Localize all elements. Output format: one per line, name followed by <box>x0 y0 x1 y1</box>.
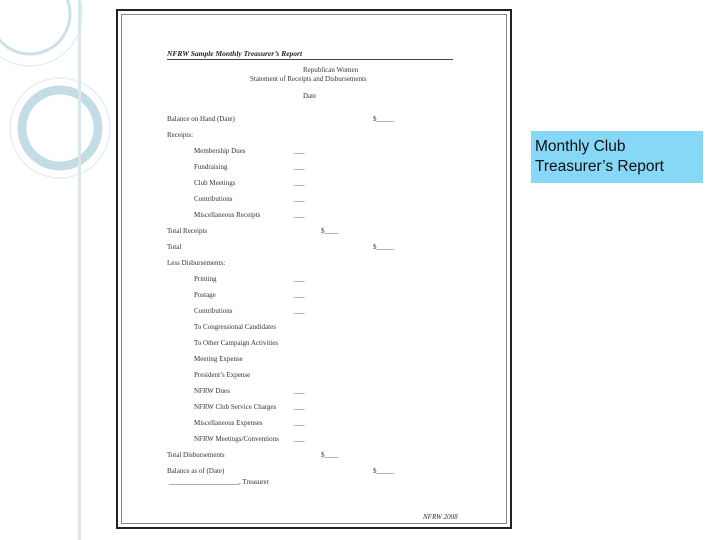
disbursement-item: Miscellaneous Expenses <box>194 419 263 427</box>
receipt-item-blank: ___ <box>294 211 305 219</box>
document-frame <box>116 9 512 529</box>
document-title: NFRW Sample Monthly Treasurer’s Report <box>167 49 303 58</box>
disbursement-item: Postage <box>194 291 216 299</box>
disbursement-item-blank: ___ <box>294 435 305 443</box>
disbursement-item-blank: ___ <box>294 291 305 299</box>
balance-on-hand-label: Balance on Hand (Date) <box>167 115 235 123</box>
disbursement-item: To Congressional Candidates <box>194 323 276 331</box>
disbursement-item: Contributions <box>194 307 233 315</box>
balance-as-of-blank: $_____ <box>373 467 394 475</box>
disbursement-item: President’s Expense <box>194 371 251 379</box>
disbursement-item: NFRW Dues <box>194 387 230 395</box>
report-rows <box>118 11 510 527</box>
total-disbursements-blank: $____ <box>321 451 339 459</box>
receipt-item: Fundraising <box>194 163 228 171</box>
vertical-accent-line <box>78 0 81 540</box>
disbursement-item-blank: ___ <box>294 307 305 315</box>
disbursement-item-blank: ___ <box>294 403 305 411</box>
receipt-item-blank: ___ <box>294 147 305 155</box>
disbursement-item: Meeting Expense <box>194 355 243 363</box>
document-page <box>118 11 510 527</box>
disbursement-item-blank: ___ <box>294 419 305 427</box>
total-label: Total <box>167 243 182 251</box>
receipt-item-blank: ___ <box>294 179 305 187</box>
treasurer-signature-line: ____________________, Treasurer <box>169 478 269 486</box>
document-footer: NFRW 2008 <box>423 513 458 521</box>
receipt-item-blank: ___ <box>294 195 305 203</box>
caption-box <box>531 131 703 183</box>
total-receipts-blank: $____ <box>321 227 339 235</box>
total-blank: $_____ <box>373 243 394 251</box>
disbursement-item: NFRW Club Service Charges <box>194 403 277 411</box>
disbursement-item-blank: ___ <box>294 275 305 283</box>
document-subtitle-2: Statement of Receipts and Disbursements <box>250 75 367 83</box>
total-disbursements-label: Total Disbursements <box>167 451 225 459</box>
caption-line-1: Monthly Club <box>535 138 626 155</box>
disbursement-item: NFRW Meetings/Conventions <box>194 435 279 443</box>
disbursement-item-blank: ___ <box>294 387 305 395</box>
total-receipts-label: Total Receipts <box>167 227 208 235</box>
receipt-item: Club Meetings <box>194 179 236 187</box>
receipt-item-blank: ___ <box>294 163 305 171</box>
receipts-label: Receipts: <box>167 131 194 139</box>
disbursement-item: To Other Campaign Activities <box>194 339 279 347</box>
receipt-item: Contributions <box>194 195 233 203</box>
less-disbursements-label: Less Disbursements: <box>167 259 226 267</box>
balance-on-hand-blank: $_____ <box>373 115 394 123</box>
receipt-item: Miscellaneous Receipts <box>194 211 261 219</box>
caption-line-2: Treasurer’s Report <box>535 158 664 175</box>
receipt-item: Membership Dues <box>194 147 246 155</box>
document-subtitle-1: Republican Women <box>303 66 359 74</box>
balance-as-of-label: Balance as of (Date) <box>167 467 225 475</box>
disbursement-item: Printing <box>194 275 217 283</box>
date-label: Date <box>303 92 317 100</box>
